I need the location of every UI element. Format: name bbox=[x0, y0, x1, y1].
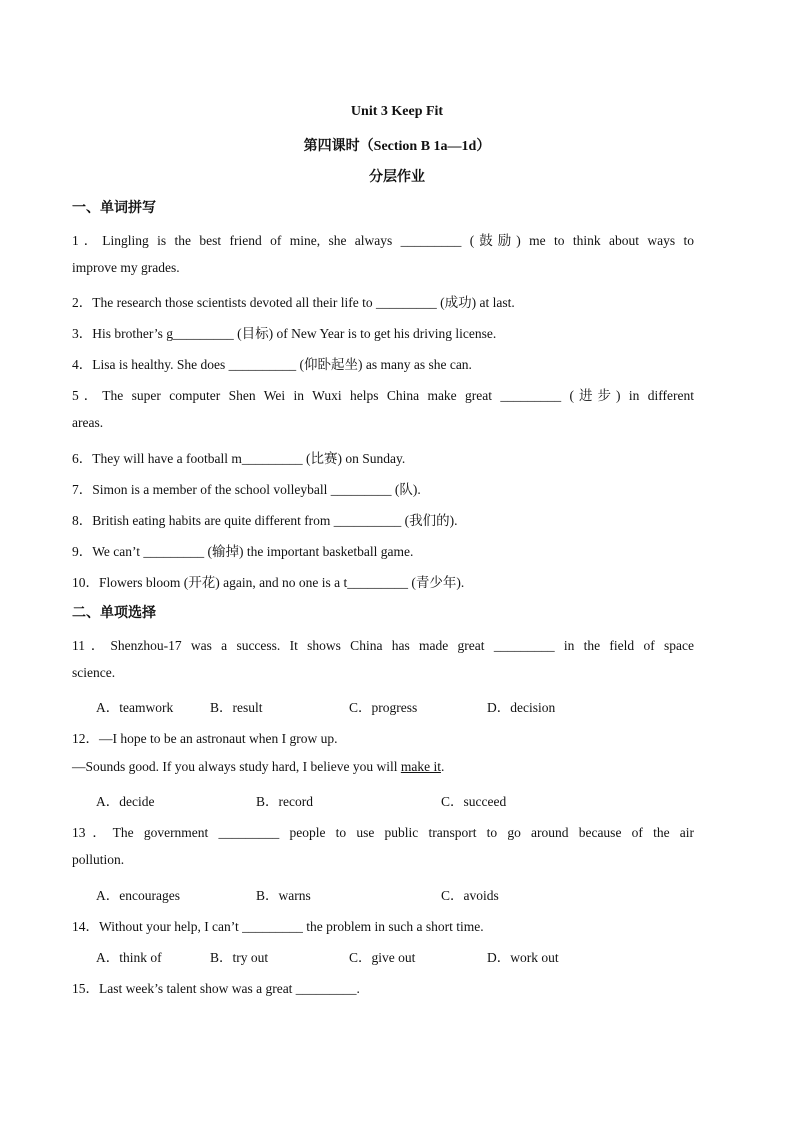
question-10: 10．Flowers bloom (开花) again, and no one is a t_________ (青少年). bbox=[72, 575, 465, 590]
question-12-period: . bbox=[440, 759, 445, 774]
question-8: 8．British eating habits are quite different from __________ (我们的). bbox=[72, 513, 458, 528]
question-4: 4．Lisa is healthy. She does __________ (仰卧起坐) as many as she can. bbox=[72, 357, 472, 372]
question-1-line-2: improve my grades. bbox=[72, 260, 180, 275]
question-3: 3．His brother’s g_________ (目标) of New Year is to get his driving license. bbox=[72, 326, 497, 341]
question-6: 6．They will have a football m_________ (比赛) on Sunday. bbox=[72, 451, 406, 466]
question-1-line-1: 1．Lingling is the best friend of mine, she always _________ (鼓励) me to think about ways to bbox=[72, 233, 694, 248]
option-d: D．work out bbox=[487, 950, 559, 965]
question-2: 2．The research those scientists devoted all their life to _________ (成功) at last. bbox=[72, 295, 515, 310]
question-12-line-2 bbox=[72, 759, 444, 775]
lesson-subtitle: 第四课时（Section B 1a—1d） bbox=[303, 139, 491, 154]
option-d: D．decision bbox=[487, 700, 556, 715]
question-7: 7．Simon is a member of the school volleyball _________ (队). bbox=[72, 482, 421, 497]
question-5-line-2: areas. bbox=[72, 415, 104, 430]
option-c: C．give out bbox=[349, 950, 416, 965]
option-a: A．decide bbox=[96, 794, 155, 809]
question-13-line-2: pollution. bbox=[72, 852, 125, 867]
option-c: C．progress bbox=[349, 700, 418, 715]
option-c: C．succeed bbox=[441, 794, 507, 809]
option-b: B．record bbox=[256, 794, 313, 809]
option-b: B．result bbox=[210, 700, 263, 715]
option-b: B．warns bbox=[256, 888, 311, 903]
homework-label: 分层作业 bbox=[369, 170, 425, 185]
option-a: A．encourages bbox=[96, 888, 180, 903]
question-14: 14．Without your help, I can’t _________ the problem in such a short time. bbox=[72, 919, 484, 934]
question-13-line-1: 13．The government _________ people to use public transport to go around because of the air bbox=[72, 825, 694, 840]
option-a: A．think of bbox=[96, 950, 162, 965]
question-12-text: —Sounds good. If you always study hard, I believe you will bbox=[72, 759, 401, 774]
question-11-line-2: science. bbox=[72, 665, 116, 680]
page-title: Unit 3 Keep Fit bbox=[350, 104, 444, 119]
section-heading-spelling: 一、单词拼写 bbox=[72, 201, 156, 216]
underlined-phrase: make it bbox=[400, 759, 441, 774]
section-heading-multiple-choice: 二、单项选择 bbox=[72, 606, 156, 621]
question-11-line-1: 11．Shenzhou-17 was a success. It shows China has made great _________ in the field of space bbox=[72, 638, 694, 653]
question-15: 15．Last week’s talent show was a great _________. bbox=[72, 981, 360, 996]
option-a: A．teamwork bbox=[96, 700, 174, 715]
option-c: C．avoids bbox=[441, 888, 499, 903]
option-b: B．try out bbox=[210, 950, 269, 965]
question-5-line-1: 5．The super computer Shen Wei in Wuxi helps China make great _________ (进步) in different bbox=[72, 388, 694, 403]
question-9: 9．We can’t _________ (输掉) the important basketball game. bbox=[72, 544, 414, 559]
question-12-line-1: 12．—I hope to be an astronaut when I grow up. bbox=[72, 731, 338, 746]
